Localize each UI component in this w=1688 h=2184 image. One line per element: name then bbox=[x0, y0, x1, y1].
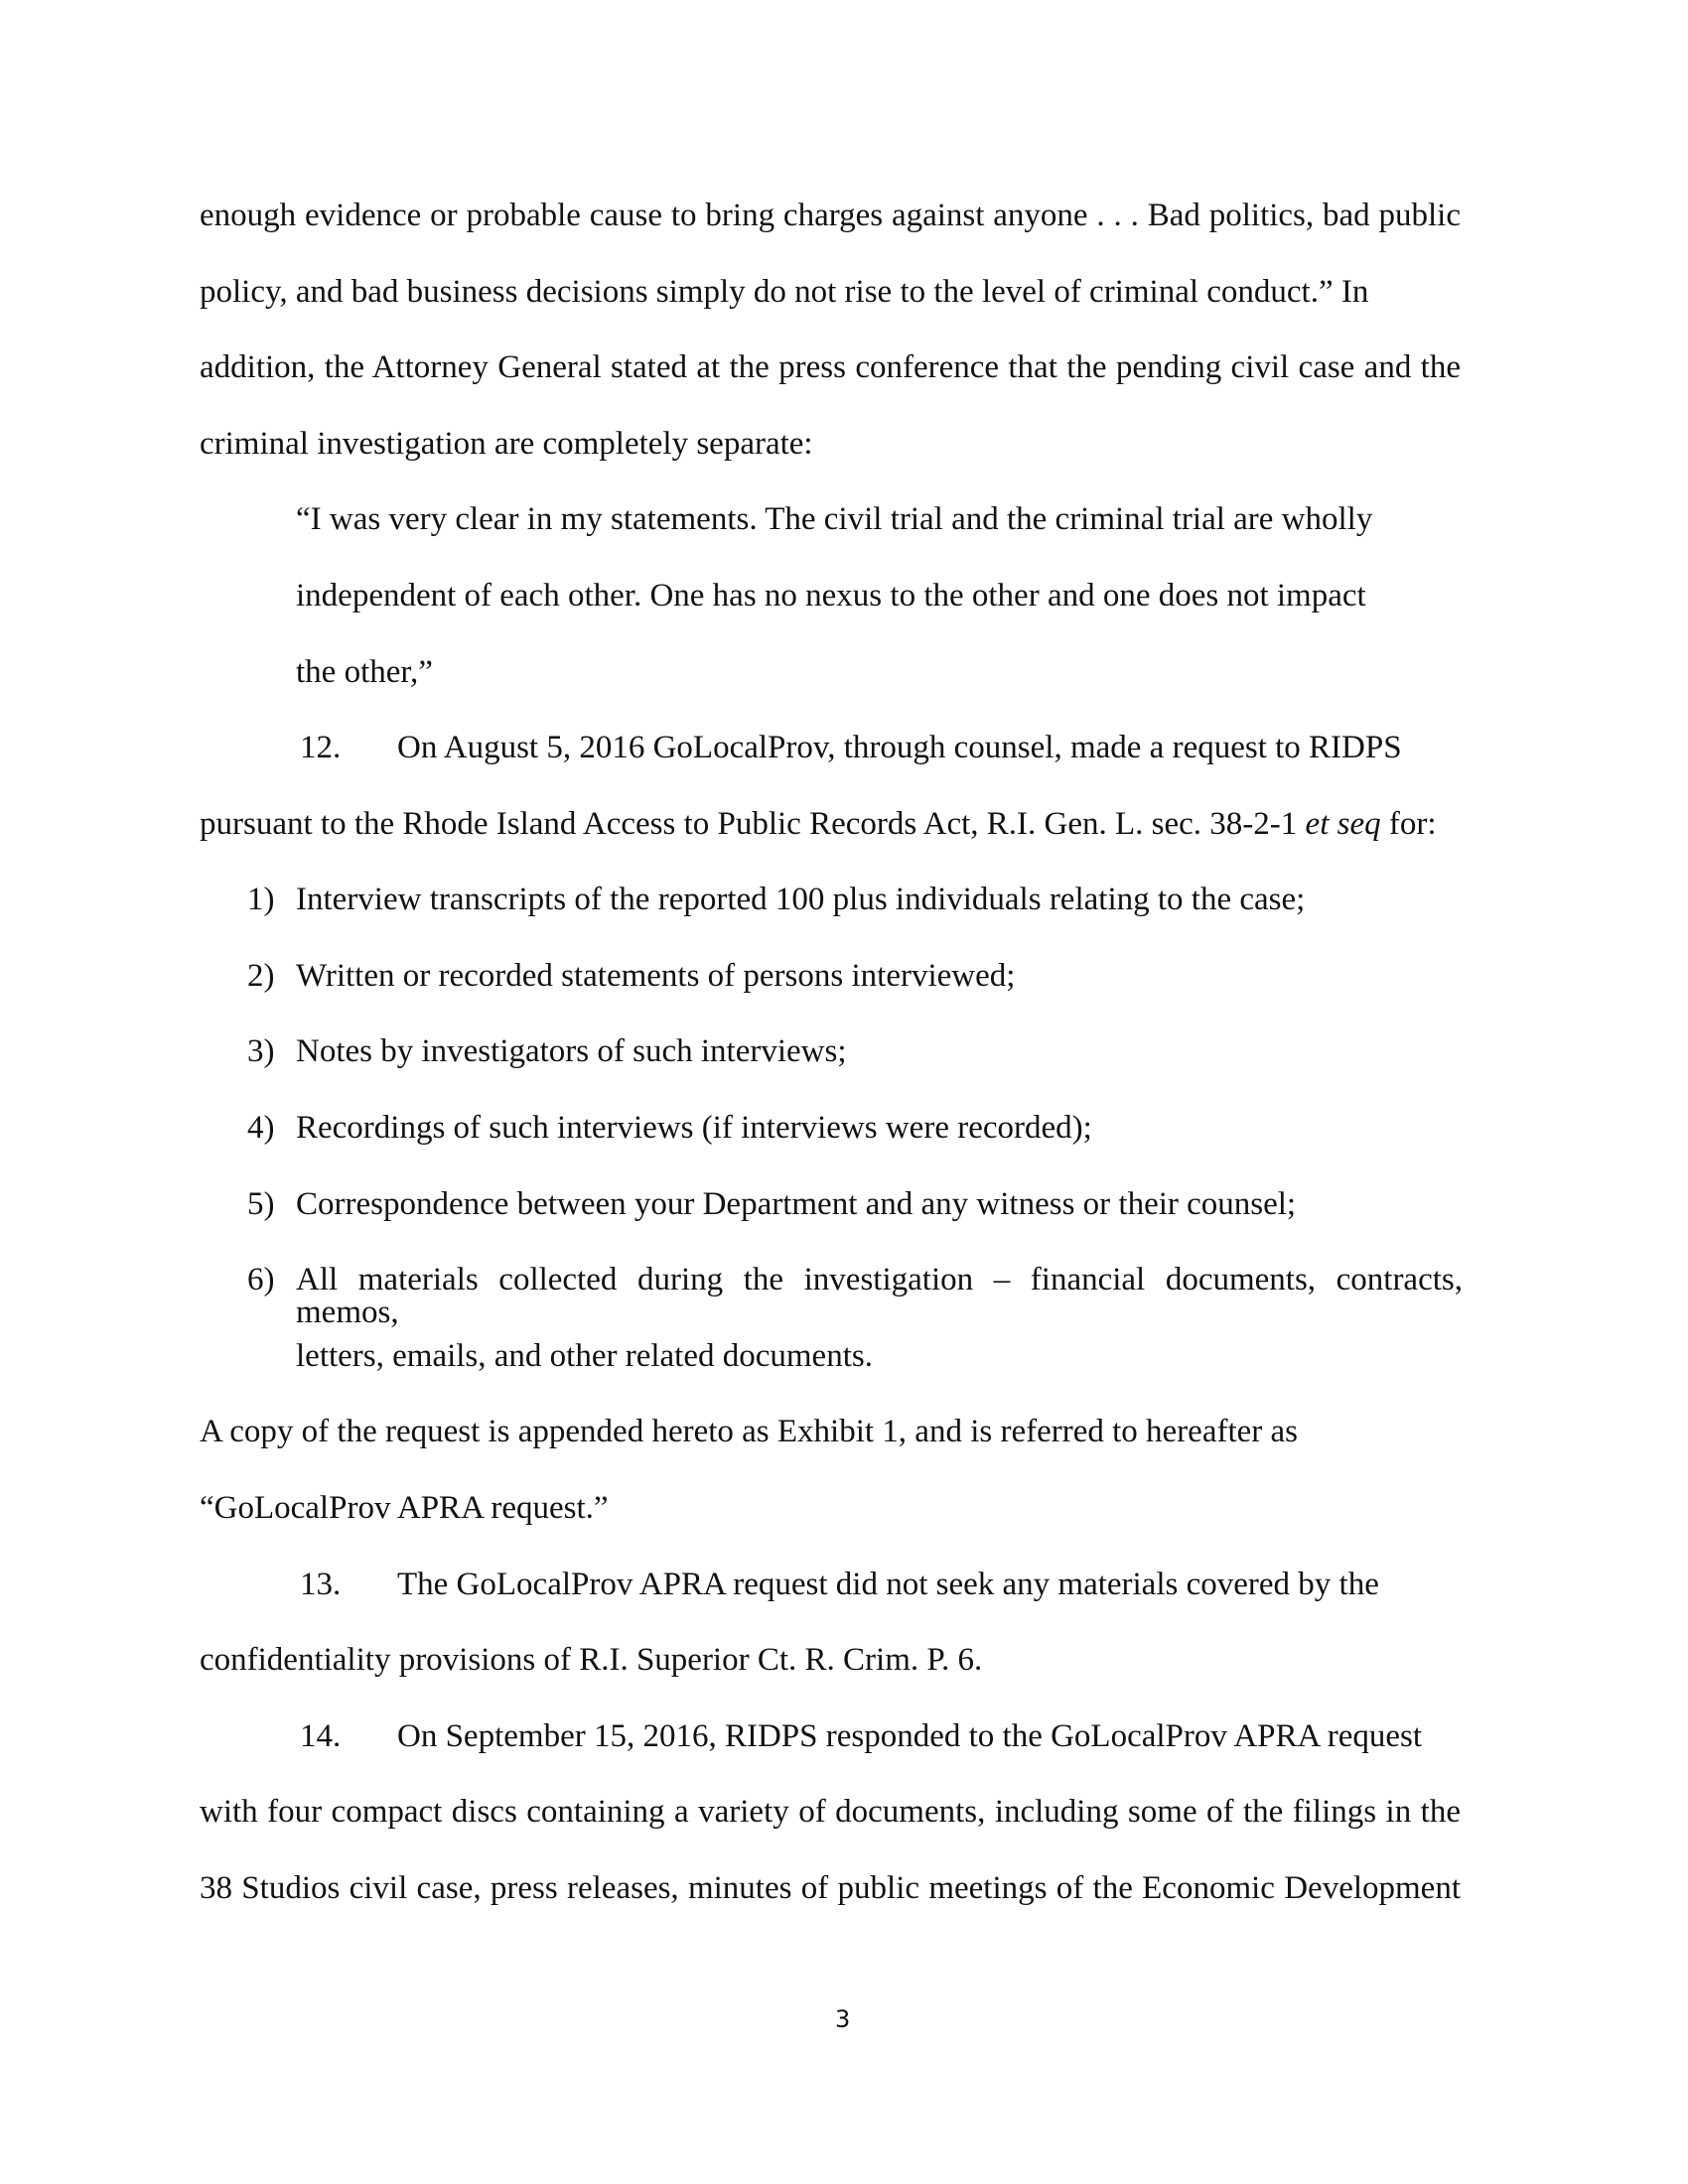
list-item: Notes by investigators of such interviews; bbox=[296, 1033, 847, 1069]
body-line: with four compact discs containing a variety of documents, including some of the filings in the bbox=[200, 1794, 1461, 1830]
body-line: addition, the Attorney General stated at the press conference that the pending civil case and the bbox=[200, 349, 1461, 385]
body-line: On September 15, 2016, RIDPS responded to the GoLocalProv APRA request bbox=[397, 1718, 1423, 1754]
body-line bbox=[200, 808, 1437, 841]
body-line: criminal investigation are completely separate: bbox=[200, 426, 813, 462]
list-marker: 5) bbox=[247, 1186, 275, 1222]
body-line: A copy of the request is appended hereto as Exhibit 1, and is referred to hereafter as bbox=[200, 1414, 1298, 1449]
body-text: pursuant to the Rhode Island Access to Public Records Act, R.I. Gen. L. sec. 38-2-1 bbox=[200, 806, 1306, 842]
body-line: policy, and bad business decisions simply do not rise to the level of criminal conduct.” In bbox=[200, 274, 1369, 310]
list-item-continuation: letters, emails, and other related documents. bbox=[296, 1338, 873, 1374]
list-marker: 6) bbox=[247, 1262, 275, 1297]
paragraph-number: 12. bbox=[300, 730, 342, 765]
italic-citation: et seq bbox=[1305, 806, 1381, 842]
body-line: On August 5, 2016 GoLocalProv, through counsel, made a request to RIDPS bbox=[397, 730, 1402, 765]
list-item: Interview transcripts of the reported 100 plus individuals relating to the case; bbox=[296, 882, 1306, 917]
block-quote-line: the other,” bbox=[296, 654, 433, 690]
body-line: confidentiality provisions of R.I. Superior Ct. R. Crim. P. 6. bbox=[200, 1642, 983, 1678]
body-text: for: bbox=[1380, 806, 1437, 842]
list-item: Correspondence between your Department and any witness or their counsel; bbox=[296, 1186, 1297, 1222]
list-item: Written or recorded statements of persons interviewed; bbox=[296, 958, 1016, 994]
list-marker: 2) bbox=[247, 958, 275, 994]
body-line: “GoLocalProv APRA request.” bbox=[200, 1490, 609, 1526]
list-item: Recordings of such interviews (if interviews were recorded); bbox=[296, 1110, 1092, 1146]
body-line: The GoLocalProv APRA request did not seek any materials covered by the bbox=[397, 1567, 1379, 1602]
paragraph-number: 13. bbox=[300, 1567, 342, 1602]
list-marker: 4) bbox=[247, 1110, 275, 1146]
body-line: 38 Studios civil case, press releases, minutes of public meetings of the Economic Development bbox=[200, 1870, 1461, 1906]
block-quote-line: independent of each other. One has no nexus to the other and one does not impact bbox=[296, 578, 1366, 614]
list-marker: 3) bbox=[247, 1033, 275, 1069]
block-quote-line: “I was very clear in my statements. The civil trial and the criminal trial are wholly bbox=[296, 501, 1373, 537]
list-item: All materials collected during the investigation – financial documents, contracts, memos, bbox=[296, 1262, 1463, 1330]
body-line: enough evidence or probable cause to bring charges against anyone . . . Bad politics, bad public bbox=[200, 198, 1461, 233]
paragraph-number: 14. bbox=[300, 1718, 342, 1754]
list-marker: 1) bbox=[247, 882, 275, 917]
page-number: 3 bbox=[835, 2005, 851, 2033]
